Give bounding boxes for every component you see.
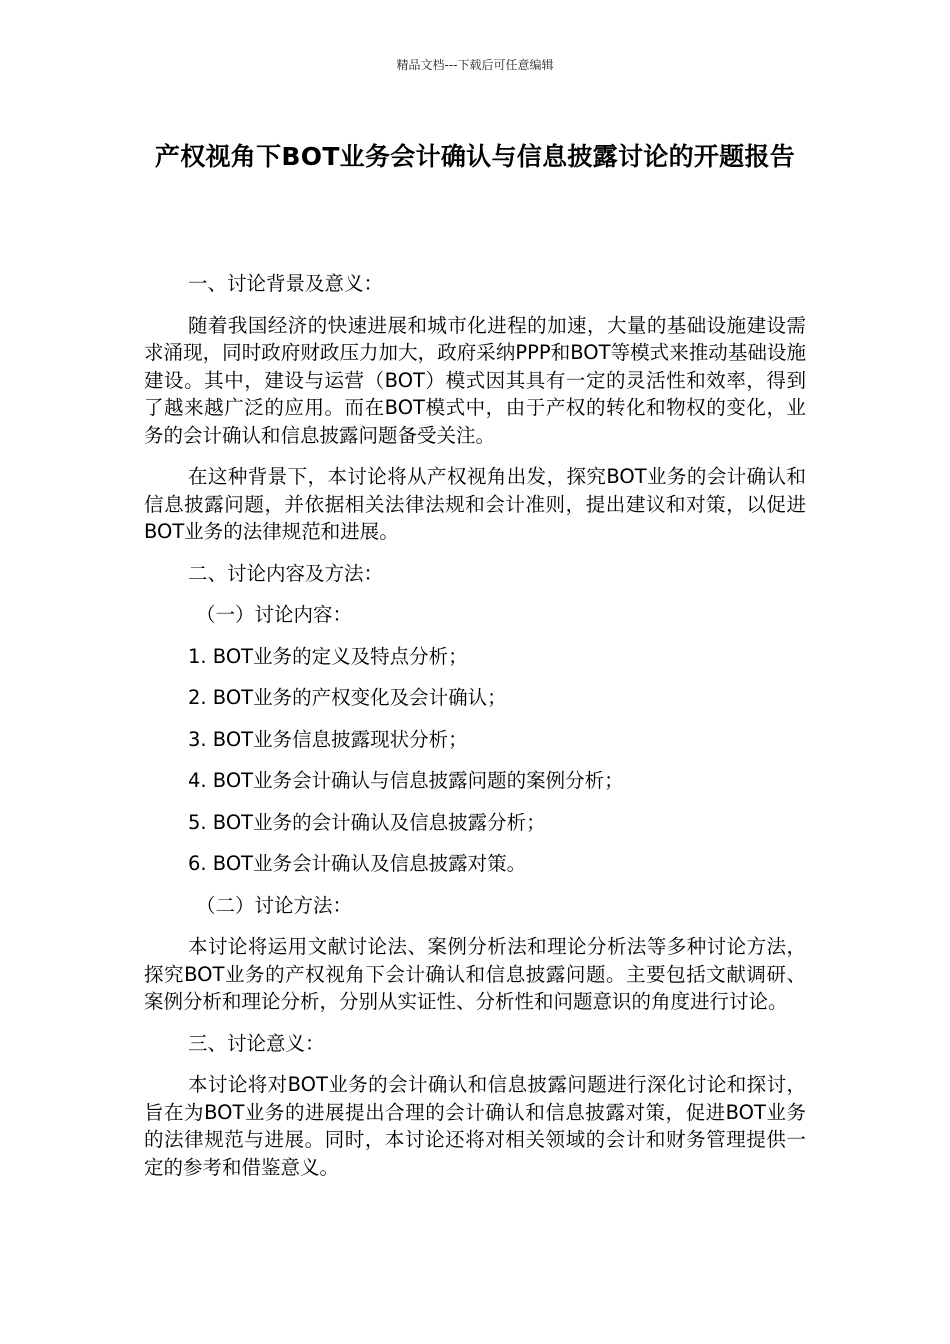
list-item: 2. BOT业务的产权变化及会计确认； bbox=[188, 686, 507, 709]
paragraph-method: 本讨论将运用文献讨论法、案例分析法和理论分析法等多种讨论方法，探究BOT业务的产权视角下会计确认和信息披露问题。主要包括文献调研、案例分析和理论分析，分别从实证性、分析性和问题意识的角度进行讨论。 bbox=[144, 935, 806, 1013]
section-heading-content-method: 二、讨论内容及方法： bbox=[188, 561, 384, 585]
document-body bbox=[144, 270, 806, 1195]
header-note: 精品文档---下载后可任意编辑 bbox=[396, 58, 554, 72]
paragraph-purpose: 在这种背景下，本讨论将从产权视角出发，探究BOT业务的会计确认和信息披露问题，并依据相关法律法规和会计准则，提出建议和对策，以促进BOT业务的法律规范和进展。 bbox=[144, 465, 806, 543]
section-heading-significance: 三、讨论意义： bbox=[188, 1031, 325, 1055]
section-heading-background: 一、讨论背景及意义： bbox=[188, 272, 384, 295]
paragraph-significance: 本讨论将对BOT业务的会计确认和信息披露问题进行深化讨论和探讨，旨在为BOT业务的进展提出合理的会计确认和信息披露对策，促进BOT业务的法律规范与进展。同时，本讨论还将对相关领域的会计和财务管理提供一定的参考和借鉴意义。 bbox=[144, 1073, 806, 1179]
list-item: 5. BOT业务的会计确认及信息披露分析； bbox=[188, 810, 546, 834]
paragraph-background: 随着我国经济的快速进展和城市化进程的加速，大量的基础设施建设需求涌现，同时政府财政压力加大，政府采纳PPP和BOT等模式来推动基础设施建设。其中，建设与运营（BOT）模式因其具有一定的灵活性和效率，得到了越来越广泛的应用。而在BOT模式中，由于产权的转化和物权的变化，业务的会计确认和信息披露问题备受关注。 bbox=[144, 313, 806, 447]
list-item: 3. BOT业务信息披露现状分析； bbox=[188, 727, 468, 751]
list-item: 1. BOT业务的定义及特点分析； bbox=[188, 644, 468, 668]
list-item: 4. BOT业务会计确认与信息披露问题的案例分析； bbox=[188, 769, 624, 792]
subsection-heading-content: （一）讨论内容： bbox=[196, 603, 353, 626]
subsection-heading-method: （二）讨论方法： bbox=[196, 893, 353, 917]
list-item: 6. BOT业务会计确认及信息披露对策。 bbox=[188, 852, 527, 875]
document-title: 产权视角下BOT业务会计确认与信息披露讨论的开题报告 bbox=[154, 142, 796, 171]
